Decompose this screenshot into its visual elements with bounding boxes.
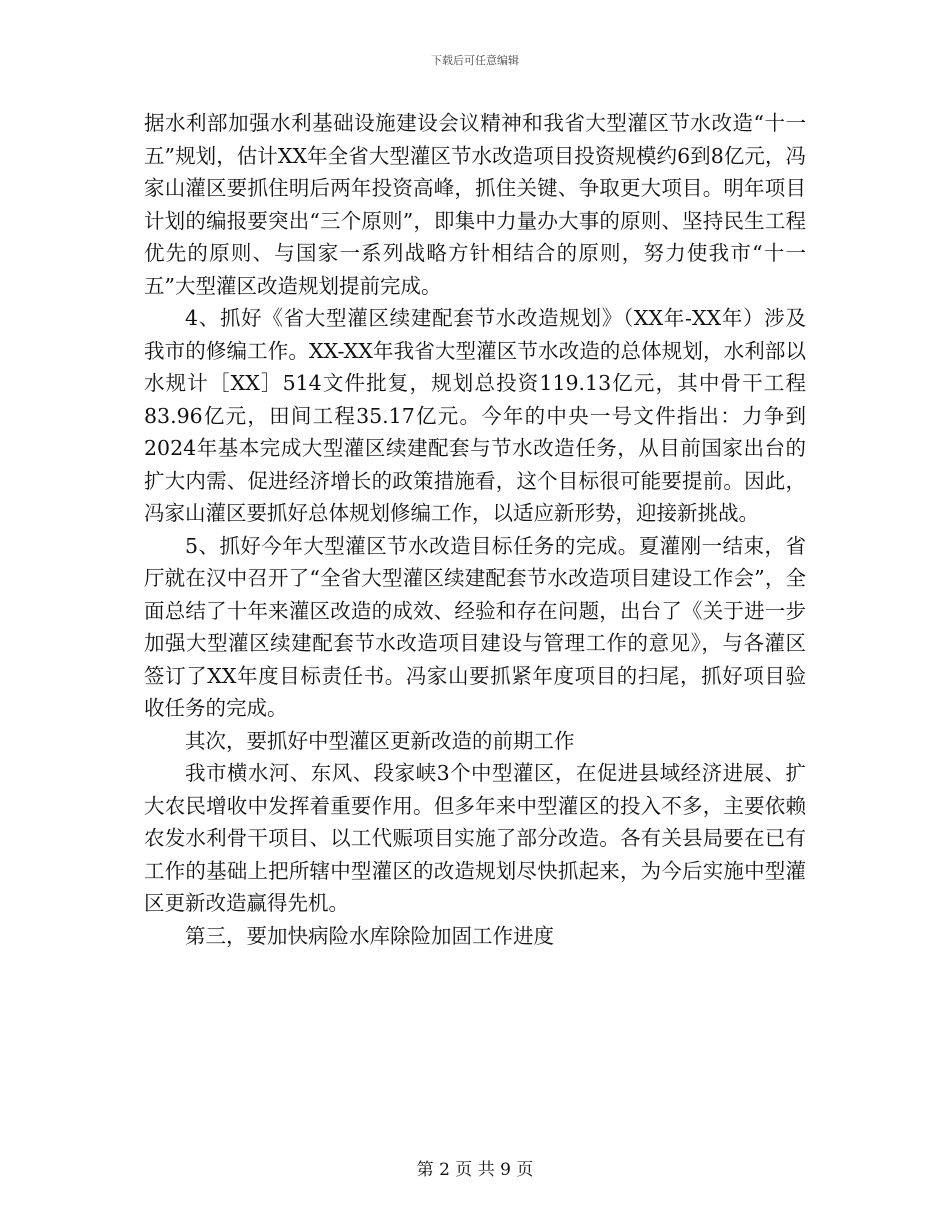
section-heading-third: 第三，要加快病险水库除险加固工作进度 [185,923,554,948]
paragraph-item-4: 4、抓好《省大型灌区续建配套节水改造规划》（XX年-XX年）涉及我市的修编工作。XX-XX年我省大型灌区节水改造的总体规划，水利部以水规计［XX］514文件批复，规划总投资119.13亿元，其中骨干工程83.96亿元，田间工程35.17亿元。今年的中央一号文件指出：力争到2024年基本完成大型灌区续建配套与节水改造任务，从目前国家出台的扩大内需、促进经济增长的政策措施看，这个目标很可能要提前。因此，冯家山灌区要抓好总体规划修编工作，以适应新形势，迎接新挑战。 [144,306,806,525]
document-body [144,107,806,952]
paragraph-medium-irrigation: 我市横水河、东风、段家峡3个中型灌区，在促进县域经济进展、扩大农民增收中发挥着重要作用。但多年来中型灌区的投入不多，主要依赖农发水利骨干项目、以工代赈项目实施了部分改造。各有关县局要在已有工作的基础上把所辖中型灌区的改造规划尽快抓起来，为今后实施中型灌区更新改造赢得先机。 [144,761,806,915]
page-header: 下载后可任意编辑 [431,54,519,67]
paragraph-item-5: 5、抓好今年大型灌区节水改造目标任务的完成。夏灌刚一结束，省厅就在汉中召开了“全省大型灌区续建配套节水改造项目建设工作会”，全面总结了十年来灌区改造的成效、经验和存在问题，出台了《关于进一步加强大型灌区续建配套节水改造项目建设与管理工作的意见》，与各灌区签订了XX年度目标责任书。冯家山要抓紧年度项目的扫尾，抓好项目验收任务的完成。 [144,533,806,720]
paragraph-continuation: 据水利部加强水利基础设施建设会议精神和我省大型灌区节水改造“十一五”规划，估计XX年全省大型灌区节水改造项目投资规模约6到8亿元，冯家山灌区要抓住明后两年投资高峰，抓住关键、争取更大项目。明年项目计划的编报要突出“三个原则”，即集中力量办大事的原则、坚持民生工程优先的原则、与国家一系列战略方针相结合的原则，努力使我市“十一五”大型灌区改造规划提前完成。 [144,111,806,298]
page-number: 第 2 页 共 9 页 [416,1160,534,1180]
section-heading-second: 其次，要抓好中型灌区更新改造的前期工作 [185,728,575,753]
